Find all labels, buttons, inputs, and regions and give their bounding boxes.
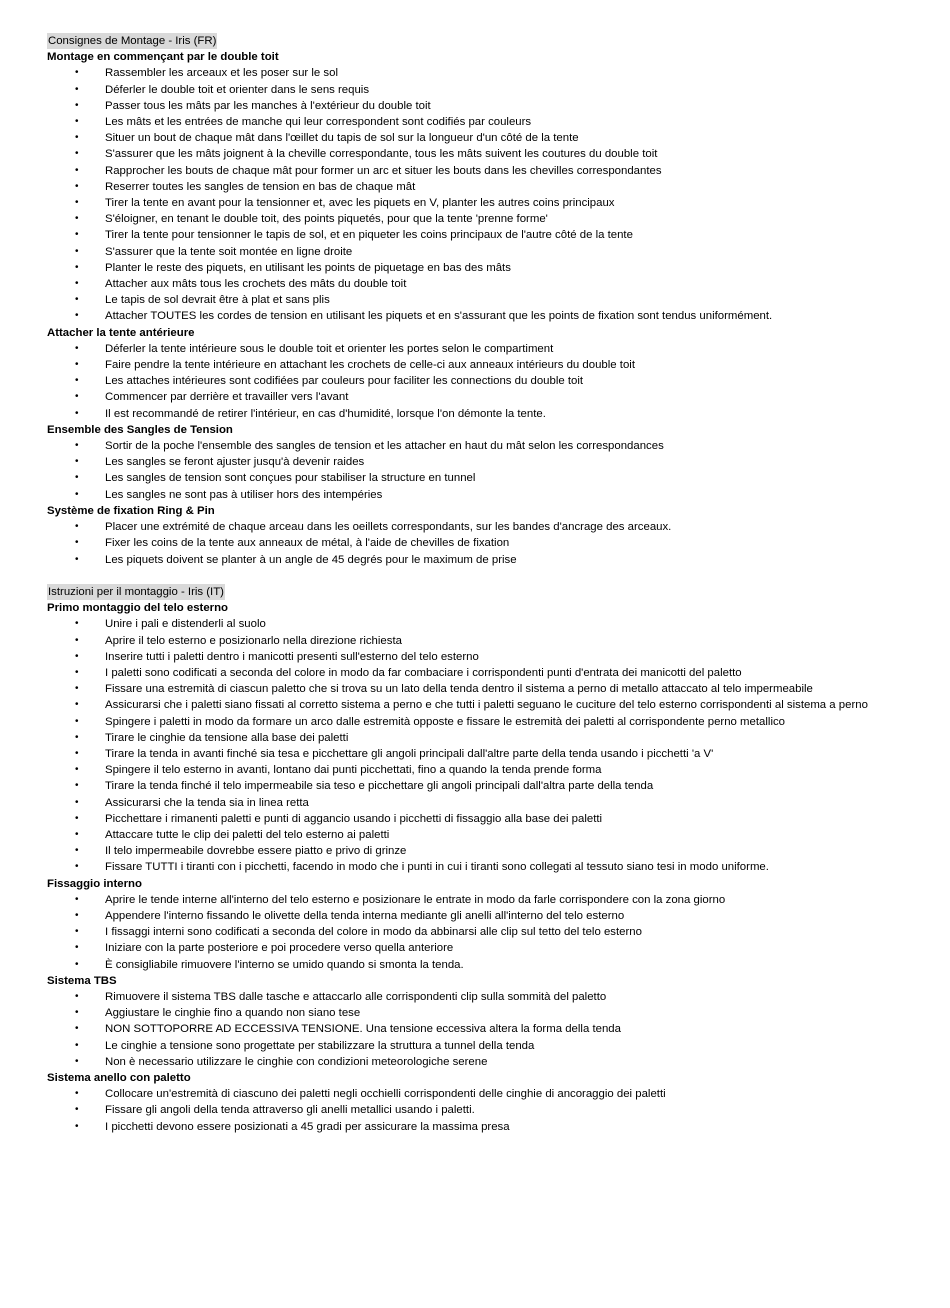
list-item-text: Les attaches intérieures sont codifiées par couleurs pour faciliter les connections du double toit [105,375,584,388]
list-item [47,908,942,924]
list-item-text: Les sangles ne sont pas à utiliser hors des intempéries [105,488,383,501]
list-item-text: Tirare la tenda finché il telo impermeabile sia teso e picchettare gli angoli principali dall'altra parte della tenda [105,780,654,793]
list-item [47,454,942,470]
bullet-icon: • [75,764,79,776]
document-title: Consignes de Montage - Iris (FR) [47,33,217,49]
section-spacer [47,568,942,584]
list-item-text: Tirer la tente en avant pour la tensionner et, avec les piquets en V, planter les autres coins principaux [105,197,615,210]
list-item [47,292,942,308]
document-title-row [47,33,942,49]
list-item [47,195,942,211]
list-item-text: Les piquets doivent se planter à un angle de 45 degrés pour le maximum de prise [105,553,517,566]
list-item [47,260,942,276]
bullet-icon: • [75,1104,79,1116]
list-item-text: I fissaggi interni sono codificati a seconda del colore in modo da abbinarsi alle clip sul tetto del telo esterno [105,926,642,939]
bullet-icon: • [75,828,79,840]
list-item-text: Inserire tutti i paletti dentro i manicotti presenti sull'esterno del telo esterno [105,650,479,663]
bullet-icon: • [75,796,79,808]
bullet-icon: • [75,1023,79,1035]
list-item [47,179,942,195]
list-item-text: Aggiustare le cinghie fino a quando non siano tese [105,1007,361,1020]
bullet-icon: • [75,812,79,824]
bullet-icon: • [75,359,79,371]
bullet-icon: • [75,990,79,1002]
list-item-text: Le cinghie a tensione sono progettate per stabilizzare la struttura a tunnel della tenda [105,1039,535,1052]
list-item-text: È consigliabile rimuovere l'interno se umido quando si smonta la tenda. [105,958,464,971]
list-item-text: S'assurer que les mâts joignent à la cheville correspondante, tous les mâts suivent les coutures du double toit [105,148,658,161]
list-item-text: Les sangles de tension sont conçues pour stabiliser la structure en tunnel [105,472,476,485]
bullet-icon: • [75,537,79,549]
bullet-icon: • [75,213,79,225]
list-item [47,98,942,114]
list-item [47,681,942,697]
list-item-text: Assicurarsi che i paletti siano fissati al corretto sistema a perno e che tutti i paletti seguano le cuciture del telo esterno corrispondenti al sistema a perno [105,699,868,712]
list-item [47,1086,942,1102]
list-item [47,762,942,778]
list-item-text: Rimuovere il sistema TBS dalle tasche e attaccarlo alle corrispondenti clip sulla sommità del paletto [105,990,607,1003]
bullet-icon: • [75,521,79,533]
bullet-icon: • [75,67,79,79]
section-heading: Ensemble des Sangles de Tension [47,423,233,436]
bullet-icon: • [75,278,79,290]
bullet-list [47,892,942,973]
list-item [47,438,942,454]
bullet-list [47,65,942,324]
instructions-block [47,584,942,1135]
bullet-icon: • [75,618,79,630]
list-item [47,957,942,973]
list-item-text: Fissare gli angoli della tenda attraverso gli anelli metallici usando i paletti. [105,1104,475,1117]
bullet-icon: • [75,715,79,727]
bullet-icon: • [75,83,79,95]
list-item-text: Placer une extrémité de chaque arceau dans les oeillets correspondants, sur les bandes d'ancrage des arceaux. [105,521,672,534]
list-item-text: Attacher TOUTES les cordes de tension en utilisant les piquets et en s'assurant que les points de fixation sont tendus uniformément. [105,310,773,323]
list-item [47,778,942,794]
list-item [47,633,942,649]
list-item [47,892,942,908]
list-item [47,795,942,811]
section-heading: Attacher la tente antérieure [47,326,195,339]
list-item [47,1005,942,1021]
list-item [47,276,942,292]
bullet-icon: • [75,180,79,192]
list-item [47,211,942,227]
list-item [47,470,942,486]
bullet-icon: • [75,553,79,565]
list-item [47,730,942,746]
list-item-text: I picchetti devono essere posizionati a 45 gradi per assicurare la massima presa [105,1120,510,1133]
list-item-text: Reserrer toutes les sangles de tension en bas de chaque mât [105,180,416,193]
bullet-icon: • [75,294,79,306]
list-item [47,535,942,551]
list-item [47,357,942,373]
list-item [47,406,942,422]
list-item [47,1054,942,1070]
bullet-icon: • [75,780,79,792]
bullet-icon: • [75,1007,79,1019]
list-item-text: Fixer les coins de la tente aux anneaux de métal, à l'aide de chevilles de fixation [105,537,510,550]
bullet-icon: • [75,666,79,678]
bullet-list [47,519,942,568]
bullet-icon: • [75,197,79,209]
list-item-text: Sortir de la poche l'ensemble des sangles de tension et les attacher en haut du mât selon les correspondances [105,440,664,453]
list-item [47,665,942,681]
list-item [47,552,942,568]
list-item [47,697,942,713]
list-item-text: S'éloigner, en tenant le double toit, des points piquetés, pour que la tente 'prenne forme' [105,213,548,226]
list-item [47,1119,942,1135]
list-item-text: Iniziare con la parte posteriore e poi procedere verso quella anteriore [105,942,454,955]
bullet-list [47,341,942,422]
bullet-list [47,989,942,1070]
list-item [47,827,942,843]
bullet-list [47,616,942,875]
section-heading: Fissaggio interno [47,877,142,890]
list-item-text: Spingere i paletti in modo da formare un arco dalle estremità opposte e fissare le estremità dei paletti al corrispondente perno metallico [105,715,786,728]
bullet-list [47,438,942,503]
list-item [47,389,942,405]
list-item [47,82,942,98]
list-item-text: Fissare una estremità di ciascun paletto che si trova su un lato della tenda dentro il sistema a perno di metallo attaccato al telo impermeabile [105,683,813,696]
list-item-text: S'assurer que la tente soit montée en ligne droite [105,245,353,258]
bullet-icon: • [75,861,79,873]
list-item-text: Rapprocher les bouts de chaque mât pour former un arc et situer les bouts dans les chevilles correspondantes [105,164,662,177]
bullet-icon: • [75,375,79,387]
list-item [47,940,942,956]
bullet-icon: • [75,1039,79,1051]
bullet-icon: • [75,440,79,452]
list-item-text: Unire i pali e distenderli al suolo [105,618,266,631]
list-item [47,1102,942,1118]
bullet-icon: • [75,909,79,921]
bullet-icon: • [75,164,79,176]
list-item [47,519,942,535]
bullet-icon: • [75,310,79,322]
list-item [47,811,942,827]
list-item-text: Picchettare i rimanenti paletti e punti di aggancio usando i picchetti di fissaggio alla base dei paletti [105,812,603,825]
list-item [47,227,942,243]
document-title: Istruzioni per il montaggio - Iris (IT) [47,584,225,600]
bullet-icon: • [75,893,79,905]
bullet-icon: • [75,650,79,662]
bullet-icon: • [75,261,79,273]
list-item-text: Passer tous les mâts par les manches à l'extérieur du double toit [105,99,431,112]
list-item [47,308,942,324]
list-item [47,1038,942,1054]
list-item-text: Planter le reste des piquets, en utilisant les points de piquetage en bas des mâts [105,261,511,274]
bullet-icon: • [75,229,79,241]
list-item [47,341,942,357]
list-item-text: Aprire le tende interne all'interno del telo esterno e posizionare le entrate in modo da farle corrispondere con la zona giorno [105,893,726,906]
list-item [47,859,942,875]
document-title-row [47,584,942,600]
list-item-text: Tirer la tente pour tensionner le tapis de sol, et en piqueter les coins principaux de l'autre côté de la tente [105,229,633,242]
list-item-text: Non è necessario utilizzare le cinghie con condizioni meteorologiche serene [105,1055,488,1068]
list-item-text: Spingere il telo esterno in avanti, lontano dai punti picchettati, fino a quando la tenda prende forma [105,764,602,777]
list-item-text: Déferler la tente intérieure sous le double toit et orienter les portes selon le compartiment [105,342,554,355]
list-item [47,714,942,730]
list-item-text: Assicurarsi che la tenda sia in linea retta [105,796,309,809]
bullet-icon: • [75,634,79,646]
list-item [47,163,942,179]
bullet-icon: • [75,472,79,484]
bullet-icon: • [75,407,79,419]
bullet-icon: • [75,391,79,403]
bullet-icon: • [75,731,79,743]
list-item-text: Appendere l'interno fissando le olivette della tenda interna mediante gli anelli all'interno del telo esterno [105,909,625,922]
bullet-icon: • [75,926,79,938]
list-item [47,1021,942,1037]
list-item-text: Rassembler les arceaux et les poser sur le sol [105,67,338,80]
list-item-text: Collocare un'estremità di ciascuno dei paletti negli occhielli corrispondenti delle cinghie di ancoraggio dei paletti [105,1088,666,1101]
list-item [47,65,942,81]
bullet-icon: • [75,958,79,970]
list-item-text: Situer un bout de chaque mât dans l'œillet du tapis de sol sur la longueur d'un côté de la tente [105,132,579,145]
list-item [47,649,942,665]
list-item [47,487,942,503]
list-item-text: Le tapis de sol devrait être à plat et sans plis [105,294,330,307]
bullet-icon: • [75,942,79,954]
bullet-icon: • [75,148,79,160]
list-item-text: Tirare le cinghie da tensione alla base dei paletti [105,731,349,744]
section-heading: Système de fixation Ring & Pin [47,504,215,517]
bullet-icon: • [75,747,79,759]
section-heading: Montage en commençant par le double toit [47,51,279,64]
list-item-text: Il est recommandé de retirer l'intérieur, en cas d'humidité, lorsque l'on démonte la tente. [105,407,546,420]
list-item [47,746,942,762]
bullet-icon: • [75,488,79,500]
list-item-text: Les mâts et les entrées de manche qui leur correspondent sont codifiés par couleurs [105,116,532,129]
section-heading: Primo montaggio del telo esterno [47,602,229,615]
list-item [47,114,942,130]
list-item-text: Il telo impermeabile dovrebbe essere piatto e privo di grinze [105,845,407,858]
bullet-icon: • [75,1120,79,1132]
section-heading: Sistema TBS [47,974,117,987]
bullet-icon: • [75,699,79,711]
section-heading: Sistema anello con paletto [47,1071,191,1084]
list-item-text: Aprire il telo esterno e posizionarlo nella direzione richiesta [105,634,402,647]
list-item-text: Commencer par derrière et travailler vers l'avant [105,391,349,404]
list-item [47,924,942,940]
list-item-text: Les sangles se feront ajuster jusqu'à devenir raides [105,456,365,469]
list-item-text: Attacher aux mâts tous les crochets des mâts du double toit [105,278,407,291]
list-item-text: Fissare TUTTI i tiranti con i picchetti, facendo in modo che i punti in cui i tiranti sono collegati al tessuto siano tesi in modo uniforme. [105,861,769,874]
list-item-text: Tirare la tenda in avanti finché sia tesa e picchettare gli angoli principali dall'altre parte della tenda usando i picchetti 'a V' [105,747,714,760]
document-page [47,33,942,1135]
bullet-icon: • [75,456,79,468]
list-item-text: I paletti sono codificati a seconda del colore in modo da far combaciare i corrispondenti punti d'entrata dei manicotti del paletto [105,666,742,679]
bullet-icon: • [75,99,79,111]
bullet-icon: • [75,845,79,857]
bullet-icon: • [75,1055,79,1067]
list-item-text: Déferler le double toit et orienter dans le sens requis [105,83,370,96]
bullet-icon: • [75,342,79,354]
instructions-block [47,33,942,568]
list-item-text: Faire pendre la tente intérieure en attachant les crochets de celle-ci aux anneaux intérieurs du double toit [105,359,635,372]
bullet-icon: • [75,116,79,128]
bullet-icon: • [75,132,79,144]
list-item-text: Attaccare tutte le clip dei paletti del telo esterno ai paletti [105,828,390,841]
list-item-text: NON SOTTOPORRE AD ECCESSIVA TENSIONE. Una tensione eccessiva altera la forma della tenda [105,1023,621,1036]
bullet-icon: • [75,1088,79,1100]
list-item [47,130,942,146]
list-item [47,616,942,632]
list-item [47,146,942,162]
bullet-list [47,1086,942,1135]
list-item [47,373,942,389]
list-item [47,244,942,260]
list-item [47,843,942,859]
list-item [47,989,942,1005]
bullet-icon: • [75,245,79,257]
bullet-icon: • [75,683,79,695]
